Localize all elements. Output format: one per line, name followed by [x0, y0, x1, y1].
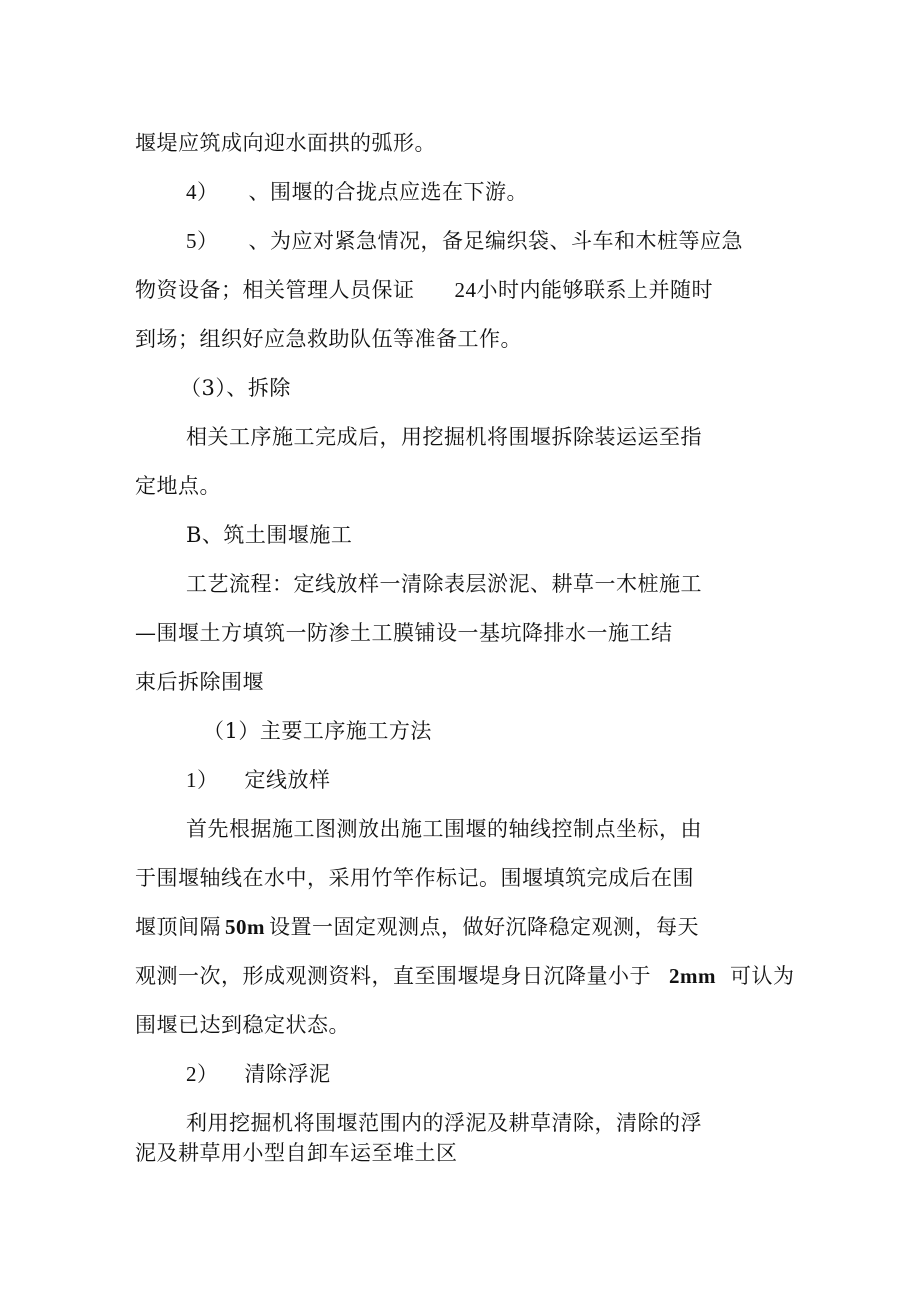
text-line	[135, 1010, 350, 1040]
text-span: 、为应对紧急情况，备足编织袋、斗车和木桩等应急	[248, 229, 743, 253]
text-line	[135, 618, 673, 648]
text-span: 定地点。	[135, 474, 221, 498]
text-line	[186, 226, 743, 256]
list-number: 5）	[186, 229, 219, 253]
text-span: 堰堤应筑成向迎水面拱的弧形。	[135, 131, 436, 155]
text-line	[135, 471, 221, 501]
text-span: 设置一固定观测点，做好沉降稳定观测，每天	[269, 915, 699, 939]
text-line	[135, 275, 713, 305]
text-line	[135, 912, 699, 942]
text-span: 首先根据施工图测放出施工围堰的轴线控制点坐标，由	[186, 817, 702, 841]
text-span: B、筑土围堰施工	[186, 523, 353, 547]
text-span: 观测一次，形成观测资料，直至围堰堤身日沉降量小于	[135, 964, 651, 988]
text-span: 物资设备；相关管理人员保证	[135, 278, 415, 302]
text-span: 可认为	[730, 964, 795, 988]
text-span: —围堰土方填筑一防渗土工膜铺设一基坑降排水一施工结	[135, 621, 673, 645]
text-line	[135, 667, 264, 697]
text-line	[186, 1059, 331, 1089]
text-line	[135, 863, 694, 893]
text-line	[186, 765, 331, 795]
text-span: 堰顶间隔	[135, 915, 221, 939]
number-span: 24	[454, 278, 477, 302]
list-number: 1）	[186, 768, 219, 792]
text-span: 、围堰的合拢点应选在下游。	[248, 180, 528, 204]
list-number: 4）	[186, 180, 219, 204]
number-span: 50m	[225, 915, 265, 939]
text-line	[135, 324, 522, 354]
text-span: 小时内能够联系上并随时	[476, 278, 713, 302]
text-span: 利用挖掘机将围堰范围内的浮泥及耕草清除，清除的浮	[186, 1111, 702, 1135]
text-line	[186, 569, 702, 599]
text-line	[186, 422, 702, 452]
text-line	[186, 177, 528, 207]
text-span: （1）主要工序施工方法	[203, 719, 432, 743]
text-span: 定线放样	[244, 768, 331, 792]
text-line	[135, 128, 436, 158]
text-line	[135, 961, 795, 991]
text-span: 束后拆除围堰	[135, 670, 264, 694]
text-line	[135, 1138, 458, 1168]
text-line	[186, 814, 702, 844]
section-heading	[180, 373, 291, 403]
list-number: 2）	[186, 1062, 219, 1086]
text-span: 泥及耕草用小型自卸车运至堆土区	[135, 1141, 458, 1165]
section-heading	[186, 520, 352, 550]
text-span: 清除浮泥	[244, 1062, 331, 1086]
text-span: 工艺流程：定线放样一清除表层淤泥、耕草一木桩施工	[186, 572, 702, 596]
text-span: 围堰已达到稳定状态。	[135, 1013, 350, 1037]
text-span: 到场；组织好应急救助队伍等准备工作。	[135, 327, 522, 351]
text-line	[186, 1108, 702, 1138]
text-span: 于围堰轴线在水中，采用竹竿作标记。围堰填筑完成后在围	[135, 866, 694, 890]
text-span: 相关工序施工完成后，用挖掘机将围堰拆除装运运至指	[186, 425, 702, 449]
number-span: 2mm	[669, 964, 716, 988]
section-heading	[203, 716, 432, 746]
text-span: （3）、拆除	[180, 376, 291, 400]
